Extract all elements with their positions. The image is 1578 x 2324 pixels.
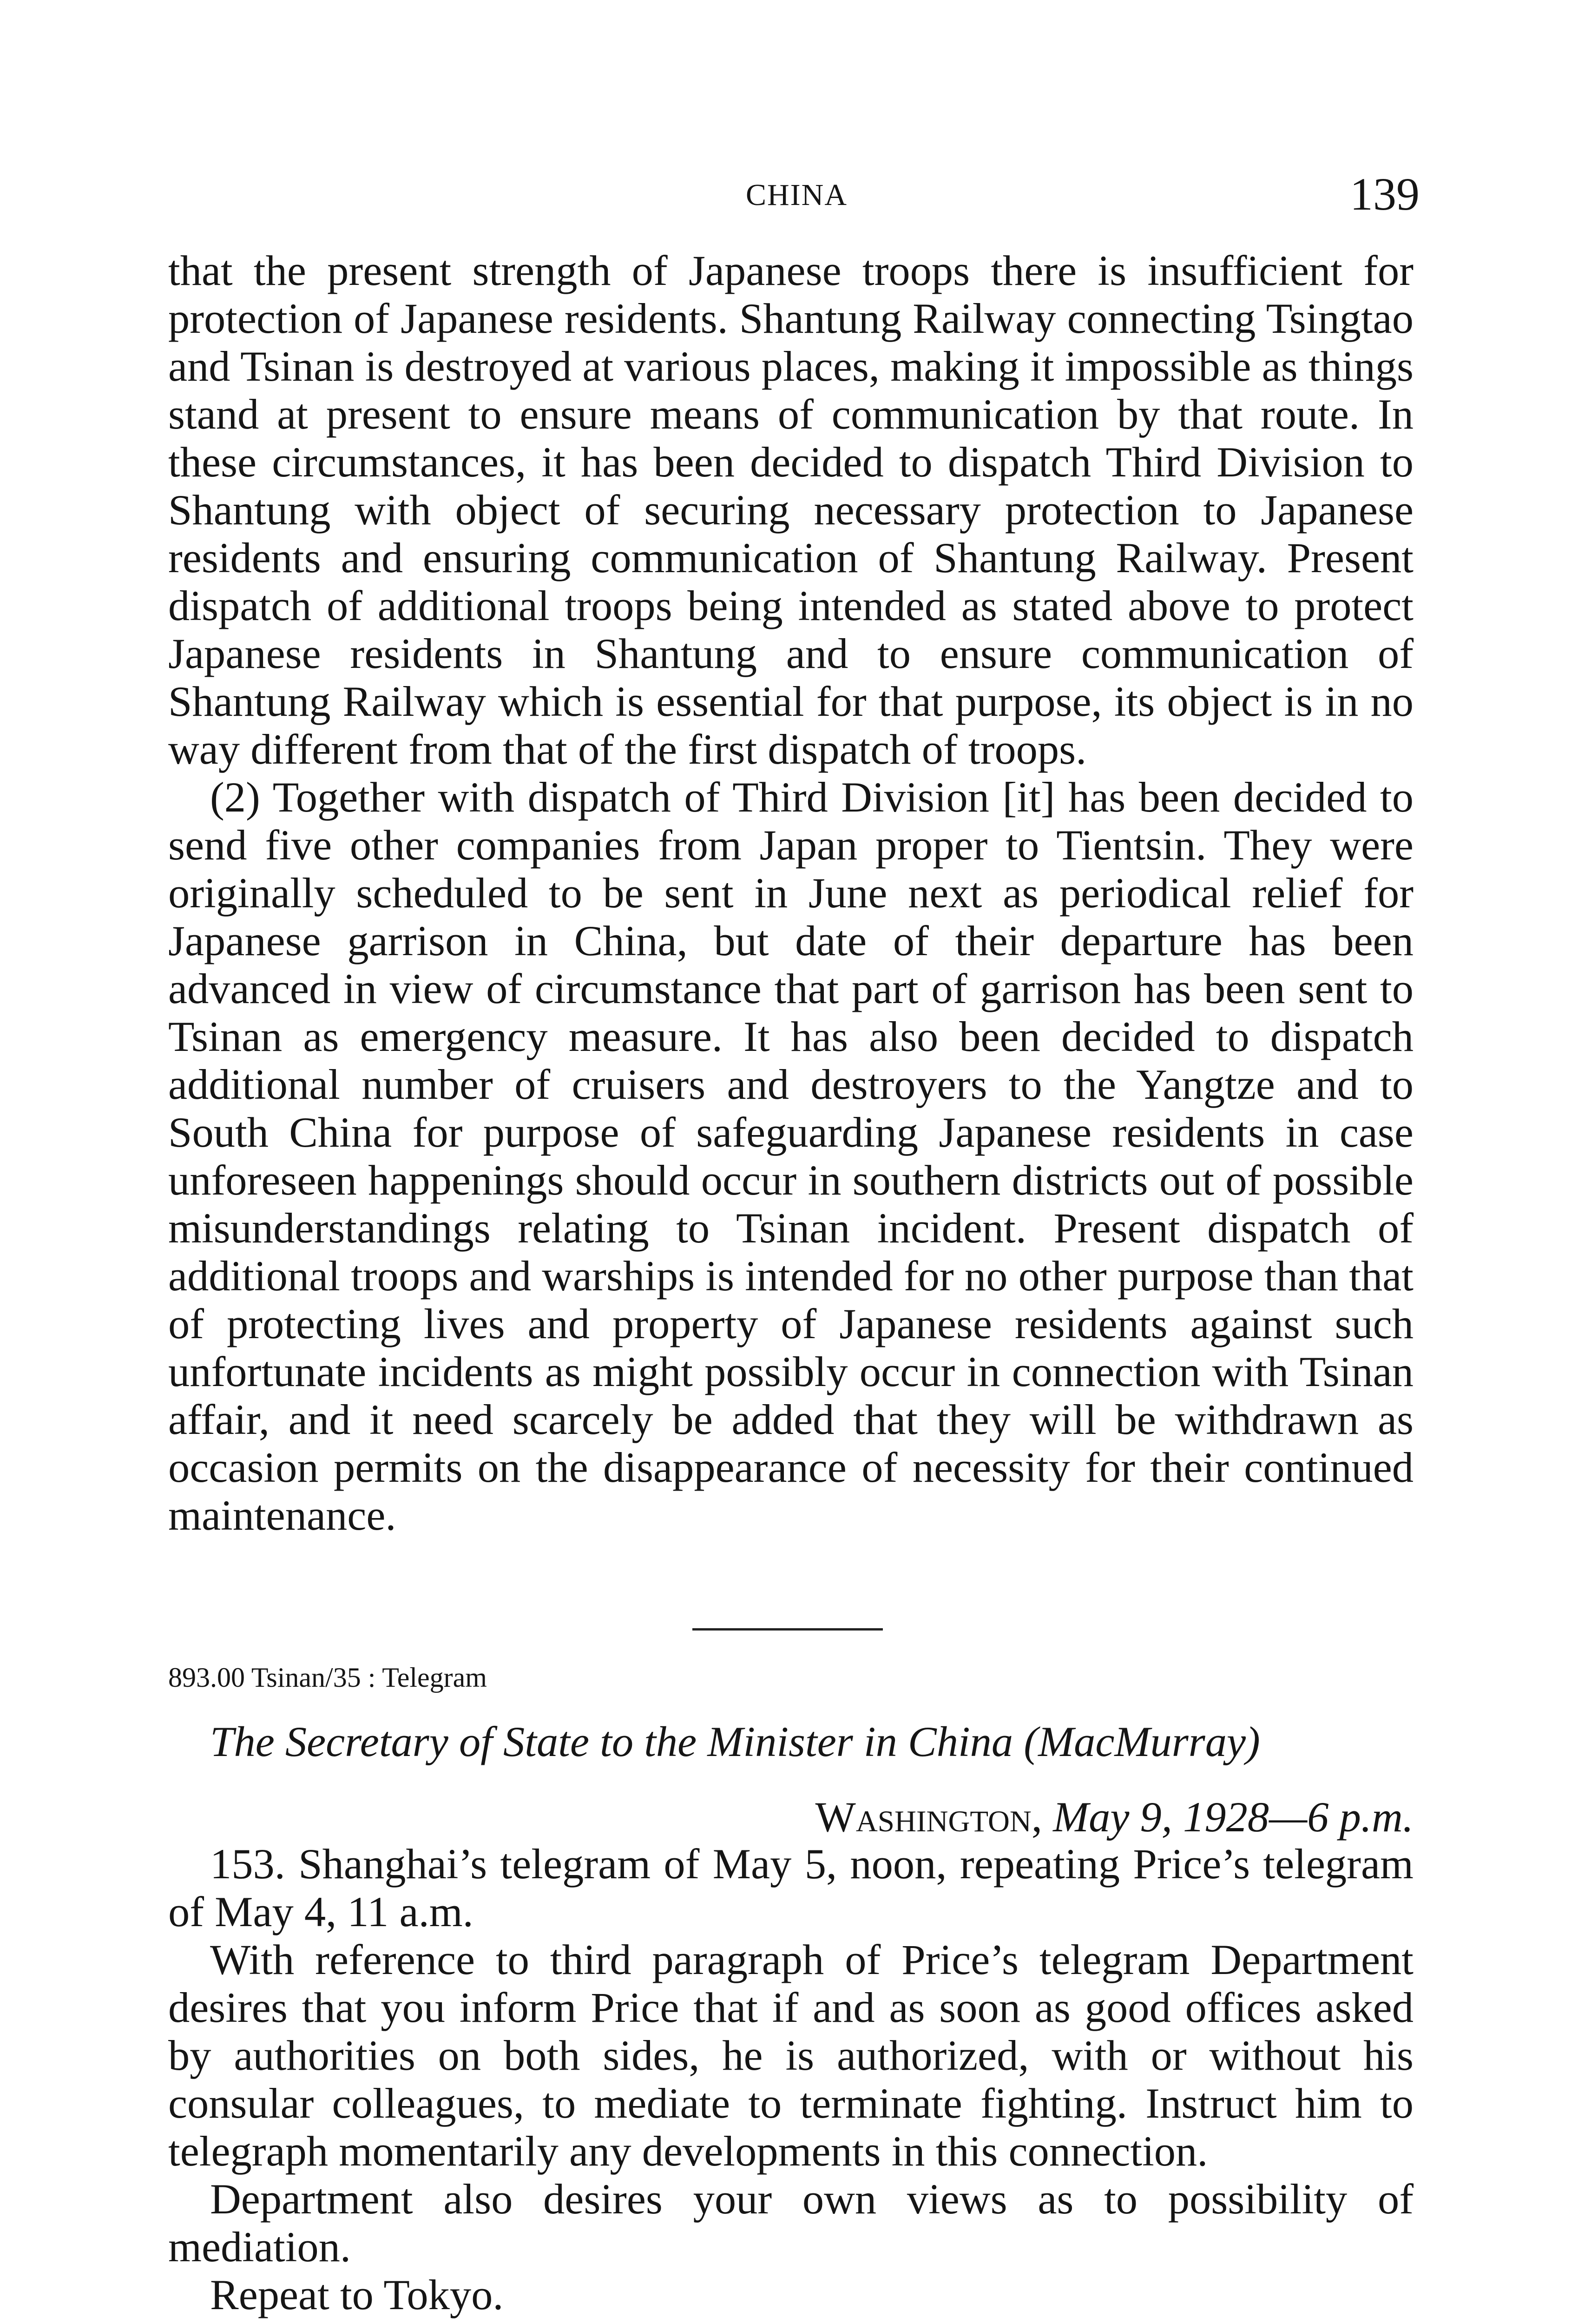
body-paragraph: With reference to third paragraph of Price’s telegram Department desires that you inform Price that if and as soon as good offices asked by authorities on both sides, he is authorized, with or without his consular colleagues, to mediate to terminate fighting. Instruct him to telegraph momentarily any developments in this connection. [168, 1936, 1414, 2175]
section-divider [692, 1628, 883, 1631]
file-reference: 893.00 Tsinan/35 : Telegram [168, 1662, 487, 1693]
running-head [0, 167, 1578, 223]
dateline-place: Washington, [815, 1794, 1042, 1841]
dateline [815, 1793, 1414, 1842]
running-head-title: CHINA [746, 178, 848, 212]
dateline-date: May 9, 1928—6 p.m. [1053, 1794, 1414, 1841]
telegram-body [168, 1841, 1414, 2319]
body-paragraph: (2) Together with dispatch of Third Division [it] has been decided to send five other companies from Japan proper to Tientsin. They were originally scheduled to be sent in June next as periodical relief for Japanese garrison in China, but date of their departure has been advanced in view of circumstance that part of garrison has been sent to Tsinan as emergency measure. It has also been decided to dispatch additional number of cruisers and destroyers to the Yangtze and to South China for purpose of safeguarding Japanese residents in case unforeseen happenings should occur in southern districts out of possible misunderstandings relating to Tsinan incident. Present dispatch of additional troops and warships is intended for no other purpose than that of protecting lives and property of Japanese residents against such unfortunate incidents as might possibly occur in connection with Tsinan affair, and it need scarcely be added that they will be withdrawn as occasion permits on the disappearance of necessity for their continued maintenance. [168, 774, 1414, 1539]
body-paragraph: Department also desires your own views as to possibility of mediation. [168, 2176, 1414, 2271]
continued-telegram-text [168, 247, 1414, 1540]
body-paragraph: Repeat to Tokyo. [210, 2271, 504, 2319]
document-heading: The Secretary of State to the Minister in China (MacMurray) [210, 1718, 1260, 1766]
page-number: 139 [1350, 168, 1420, 220]
body-paragraph: that the present strength of Japanese troops there is insufficient for protection of Japanese residents. Shantung Railway connecting Tsingtao and Tsinan is destroyed at various places, making it impossible as things stand at present to ensure means of communication by that route. In these circumstances, it has been decided to dispatch Third Division to Shantung with object of securing necessary protection to Japanese residents and ensuring communication of Shantung Railway. Present dispatch of additional troops being intended as stated above to protect Japanese residents in Shantung and to ensure communication of Shantung Railway which is essential for that purpose, its object is in no way different from that of the first dispatch of troops. [168, 247, 1414, 773]
body-paragraph: 153. Shanghai’s telegram of May 5, noon, repeating Price’s telegram of May 4, 11 a.m. [168, 1841, 1414, 1936]
